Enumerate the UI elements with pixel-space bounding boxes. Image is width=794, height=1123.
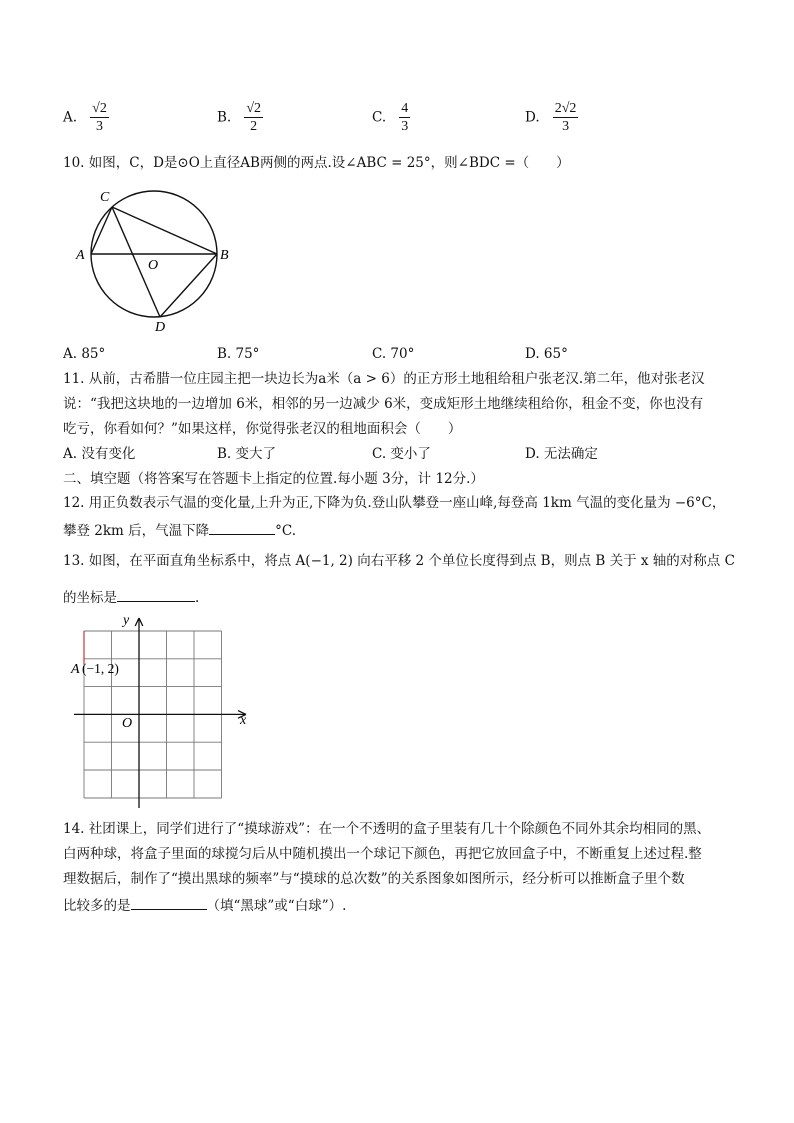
q9-option-c — [372, 100, 410, 135]
fraction — [90, 100, 109, 135]
label-d: D — [155, 320, 166, 333]
q12-line-1: 12. 用正负数表示气温的变化量,上升为正,下降为负.登山队攀登一座山峰,每登高 1km 气温的变化量为 −6°C， — [63, 495, 726, 511]
q12-text-before-blank: 攀登 2km 后，气温下降 — [63, 523, 210, 539]
label-b: B — [220, 248, 229, 263]
q14-line-4 — [63, 895, 346, 915]
q11-option-b: B. 变大了 — [217, 446, 277, 462]
chord-ca — [91, 207, 112, 254]
option-letter: D. — [525, 109, 540, 126]
q10-option-c: C. 70° — [372, 346, 415, 362]
chord-cb — [112, 207, 217, 254]
q14-text-after-blank: （填“黑球”或“白球”）. — [206, 898, 347, 914]
numerator: 2√2 — [554, 101, 577, 116]
denominator: 3 — [95, 119, 103, 134]
q11-line-1: 11. 从前，古希腊一位庄园主把一块边长为a米（a > 6）的正方形土地租给租户张老汉.第二年，他对张老汉 — [63, 371, 705, 387]
label-c: C — [100, 190, 110, 205]
fraction — [553, 100, 579, 135]
denominator: 3 — [562, 119, 570, 134]
q10-stem: 10. 如图，C，D是⊙O上直径AB两侧的两点.设∠ABC = 25°，则∠BDC =（ ） — [63, 155, 570, 171]
q10-option-a: A. 85° — [63, 346, 106, 362]
q12-answer-blank[interactable] — [209, 520, 275, 535]
q11-option-a: A. 没有变化 — [63, 446, 136, 462]
q10-circle-figure — [72, 183, 242, 333]
q11-line-3: 吃亏，你看如何？”如果这样，你觉得张老汉的租地面积会（ ） — [63, 421, 462, 437]
q9-option-a — [63, 100, 109, 135]
denominator: 3 — [401, 119, 409, 134]
numerator: √2 — [246, 101, 261, 116]
numerator: 4 — [401, 101, 409, 116]
q12-text-after-blank: °C. — [275, 523, 297, 539]
q13-coordinate-grid-figure — [70, 612, 260, 812]
q11-line-2: 说：“我把这块地的一边增加 6米，相邻的另一边减少 6米，变成矩形土地继续租给你，租金不变，你也没有 — [63, 396, 704, 412]
option-letter: B. — [217, 109, 232, 126]
label-point-a-coordinates: (−1, 2) — [82, 661, 119, 676]
label-origin: O — [122, 716, 133, 731]
q14-line-2: 白两种球，将盒子里面的球搅匀后从中随机摸出一个球记下颜色，再把它放回盒子中，不断重复上述过程.整 — [63, 846, 702, 862]
denominator: 2 — [250, 119, 258, 134]
q9-option-d — [525, 100, 578, 135]
q13-text-after-blank: . — [195, 590, 200, 606]
label-y: y — [123, 613, 130, 628]
label-point-a: A — [71, 662, 80, 677]
option-letter: C. — [372, 109, 387, 126]
fraction — [244, 100, 263, 135]
label-a: A — [76, 248, 85, 263]
q13-line-1: 13. 如图，在平面直角坐标系中，将点 A(−1, 2) 向右平移 2 个单位长度得到点 B，则点 B 关于 x 轴的对称点 C — [63, 553, 735, 569]
q14-text-before-blank: 比较多的是 — [63, 898, 131, 914]
q10-option-d: D. 65° — [525, 346, 568, 362]
fraction — [399, 100, 410, 135]
q14-line-1: 14. 社团课上，同学们进行了“摸球游戏”：在一个不透明的盒子里装有几十个除颜色不同外其余均相同的黑、 — [63, 821, 711, 837]
option-letter: A. — [63, 109, 78, 126]
q13-text-before-blank: 的坐标是 — [63, 590, 117, 606]
numerator: √2 — [92, 101, 107, 116]
label-x: x — [240, 713, 247, 728]
section-heading-fill-in: 二、填空题（将答案写在答题卡上指定的位置.每小题 3分，计 12分.） — [63, 471, 484, 487]
q14-answer-blank[interactable] — [131, 895, 207, 910]
q11-option-d: D. 无法确定 — [525, 446, 598, 462]
q11-option-c: C. 变小了 — [372, 446, 431, 462]
q9-option-b — [217, 100, 263, 135]
q13-line-2 — [63, 587, 199, 607]
q13-answer-blank[interactable] — [117, 587, 195, 602]
label-o: O — [148, 258, 159, 273]
q10-option-b: B. 75° — [217, 346, 260, 362]
q12-line-2 — [63, 520, 296, 540]
q14-line-3: 理数据后，制作了“摸出黑球的频率”与“摸球的总次数”的关系图象如图所示，经分析可以推断盒子里个数 — [63, 871, 685, 887]
